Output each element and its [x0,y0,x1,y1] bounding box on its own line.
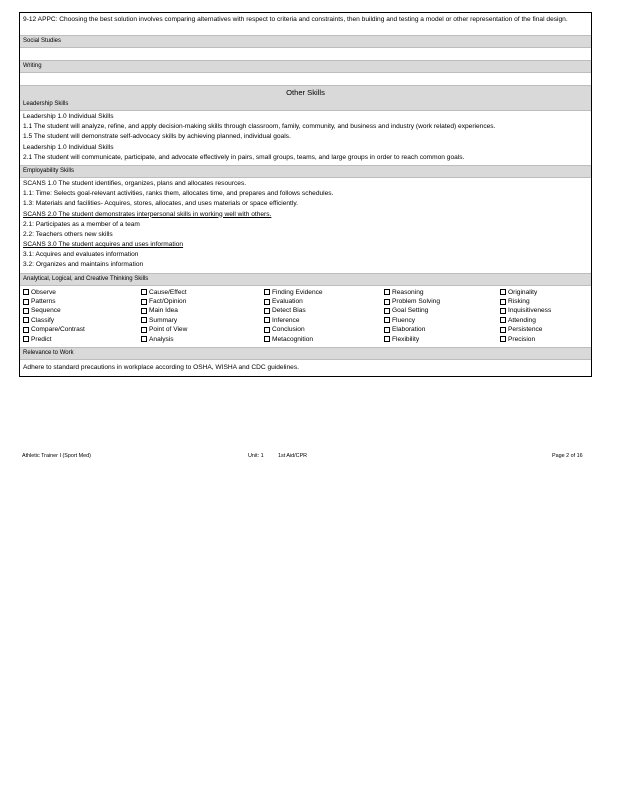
skill-checkbox[interactable] [500,306,590,315]
employability-line: 2.2: Teachers others new skills [23,230,113,238]
checkbox-icon[interactable] [264,327,270,333]
checkbox-icon[interactable] [500,289,506,295]
checkbox-icon[interactable] [500,336,506,342]
skill-checkbox[interactable] [141,288,264,297]
checkbox-icon[interactable] [384,299,390,305]
relevance-body [20,359,591,376]
checkbox-icon[interactable] [141,317,147,323]
skill-label: Classify [31,316,55,324]
leadership-line: 1.5 The student will demonstrate self-advocacy skills by achieving planned, individual goals. [23,133,291,141]
intro-text: 9-12 APPC: Choosing the best solution involves comparing alternatives with respect to criteria and constraints, then building and testing a model or other representation of the final design. [23,16,568,23]
skill-label: Conclusion [272,326,305,334]
skill-checkbox[interactable] [141,325,264,334]
relevance-header [20,347,591,359]
skill-checkbox[interactable] [23,297,141,306]
skill-label: Problem Solving [392,298,441,306]
skill-checkbox[interactable] [500,316,590,325]
footer-course: Athletic Trainer I (Sport Med) [22,453,91,459]
skill-checkbox[interactable] [141,316,264,325]
employability-line: 2.1: Participates as a member of a team [23,220,140,228]
skill-label: Patterns [31,298,56,306]
skill-checkbox[interactable] [264,325,384,334]
skill-checkbox[interactable] [141,306,264,315]
checkbox-icon[interactable] [264,289,270,295]
employability-body [20,177,591,273]
skill-label: Inference [272,316,300,324]
employability-header [20,165,591,177]
writing-header [20,60,591,72]
skill-label: Risking [508,298,530,306]
thinking-column [23,288,141,344]
leadership-header [20,99,591,110]
employability-line: SCANS 2.0 The student demonstrates interpersonal skills in working well with others. [23,210,272,218]
checkbox-icon[interactable] [264,317,270,323]
leadership-body [20,110,591,165]
skill-checkbox[interactable] [264,288,384,297]
checkbox-icon[interactable] [264,336,270,342]
thinking-skills-label: Analytical, Logical, and Creative Thinking Skills [23,275,149,282]
employability-line: 3.2: Organizes and maintains information [23,261,144,269]
skill-checkbox[interactable] [384,306,500,315]
page-footer [22,453,588,461]
checkbox-icon[interactable] [384,336,390,342]
skill-checkbox[interactable] [141,297,264,306]
employability-line: 1.1: Time: Selects goal-relevant activities, ranks them, allocates time, and prepares and follows schedules. [23,190,334,198]
thinking-skills-header [20,273,591,285]
skill-checkbox[interactable] [264,306,384,315]
skill-label: Reasoning [392,288,424,296]
social-studies-body [20,47,591,60]
skill-checkbox[interactable] [23,335,141,344]
leadership-line: 1.1 The student will analyze, refine, and apply decision-making skills through classroom, family, community, and business and industry (work related) experiences. [23,123,496,131]
thinking-column [500,288,590,344]
skill-label: Detect Bias [272,307,306,315]
checkbox-icon[interactable] [141,327,147,333]
checkbox-icon[interactable] [264,308,270,314]
checkbox-icon[interactable] [141,308,147,314]
thinking-column [141,288,264,344]
skill-checkbox[interactable] [141,335,264,344]
skill-label: Analysis [149,335,174,343]
skill-label: Persistence [508,326,543,334]
checkbox-icon[interactable] [141,336,147,342]
checkbox-icon[interactable] [23,327,29,333]
writing-label: Writing [23,63,42,69]
relevance-text: Adhere to standard precautions in workplace according to OSHA, WISHA and CDC guidelines. [23,363,299,371]
skill-checkbox[interactable] [264,297,384,306]
checkbox-icon[interactable] [141,289,147,295]
checkbox-icon[interactable] [500,308,506,314]
skill-checkbox[interactable] [23,288,141,297]
checkbox-icon[interactable] [23,308,29,314]
checkbox-icon[interactable] [264,299,270,305]
skill-checkbox[interactable] [264,316,384,325]
skill-label: Inquisitiveness [508,307,552,315]
checkbox-icon[interactable] [500,299,506,305]
footer-page-number: Page 2 of 16 [552,453,583,459]
checkbox-icon[interactable] [384,308,390,314]
skill-label: Main Idea [149,307,178,315]
checkbox-icon[interactable] [500,327,506,333]
checkbox-icon[interactable] [384,327,390,333]
intro-standard [20,13,591,35]
skill-label: Sequence [31,307,61,315]
skill-label: Observe [31,288,56,296]
other-skills-header [20,85,591,99]
footer-unit-title: 1st Aid/CPR [278,453,308,459]
thinking-column [384,288,500,344]
skill-label: Point of View [149,326,188,334]
checkbox-icon[interactable] [384,289,390,295]
leadership-line: 2.1 The student will communicate, participate, and advocate effectively in pairs, small groups, teams, and large groups in order to reach common goals. [23,153,465,161]
leadership-line: Leadership 1.0 Individual Skills [23,113,114,120]
leadership-line: Leadership 1.0 Individual Skills [23,143,114,151]
skill-label: Goal Setting [392,307,429,315]
skill-label: Precision [508,335,536,343]
employability-line: SCANS 3.0 The student acquires and uses information [23,241,184,249]
relevance-label: Relevance to Work [23,349,74,356]
skill-checkbox[interactable] [500,335,590,344]
skill-label: Finding Evidence [272,288,323,296]
employability-label: Employability Skills [23,167,75,174]
skill-label: Cause/Effect [149,288,187,296]
skill-checkbox[interactable] [500,297,590,306]
thinking-column [264,288,384,344]
skill-checkbox[interactable] [23,316,141,325]
leadership-label: Leadership Skills [23,101,69,107]
skill-checkbox[interactable] [264,335,384,344]
checkbox-icon[interactable] [141,299,147,305]
skill-checkbox[interactable] [384,335,500,344]
skill-checkbox[interactable] [500,325,590,334]
lesson-plan-sheet [19,12,592,377]
checkbox-icon[interactable] [23,289,29,295]
employability-line: 1.3: Materials and facilities- Acquires, stores, allocates, and uses materials or space efficiently. [23,200,298,208]
social-studies-label: Social Studies [23,38,62,44]
checkbox-icon[interactable] [23,336,29,342]
skill-label: Attending [508,316,536,324]
skill-label: Elaboration [392,326,426,334]
skill-checkbox[interactable] [384,316,500,325]
thinking-skills-grid [20,285,591,347]
employability-line: 3.1: Acquires and evaluates information [23,251,139,259]
skill-checkbox[interactable] [384,288,500,297]
skill-label: Fact/Opinion [149,298,187,306]
social-studies-header [20,35,591,47]
skill-checkbox[interactable] [500,288,590,297]
skill-label: Evaluation [272,298,303,306]
skill-checkbox[interactable] [23,325,141,334]
skill-label: Fluency [392,316,416,324]
skill-checkbox[interactable] [23,306,141,315]
checkbox-icon[interactable] [500,317,506,323]
skill-checkbox[interactable] [384,325,500,334]
skill-label: Summary [149,316,178,324]
skill-label: Metacognition [272,335,314,343]
skill-label: Predict [31,335,52,343]
checkbox-icon[interactable] [23,317,29,323]
writing-body [20,72,591,85]
footer-unit: Unit: 1 [248,453,264,459]
checkbox-icon[interactable] [23,299,29,305]
checkbox-icon[interactable] [384,317,390,323]
employability-line: SCANS 1.0 The student identifies, organizes, plans and allocates resources. [23,179,247,187]
skill-label: Compare/Contrast [31,326,85,334]
skill-checkbox[interactable] [384,297,500,306]
other-skills-label: Other Skills [286,88,325,97]
skill-label: Flexibility [392,335,420,343]
skill-label: Originality [508,288,538,296]
